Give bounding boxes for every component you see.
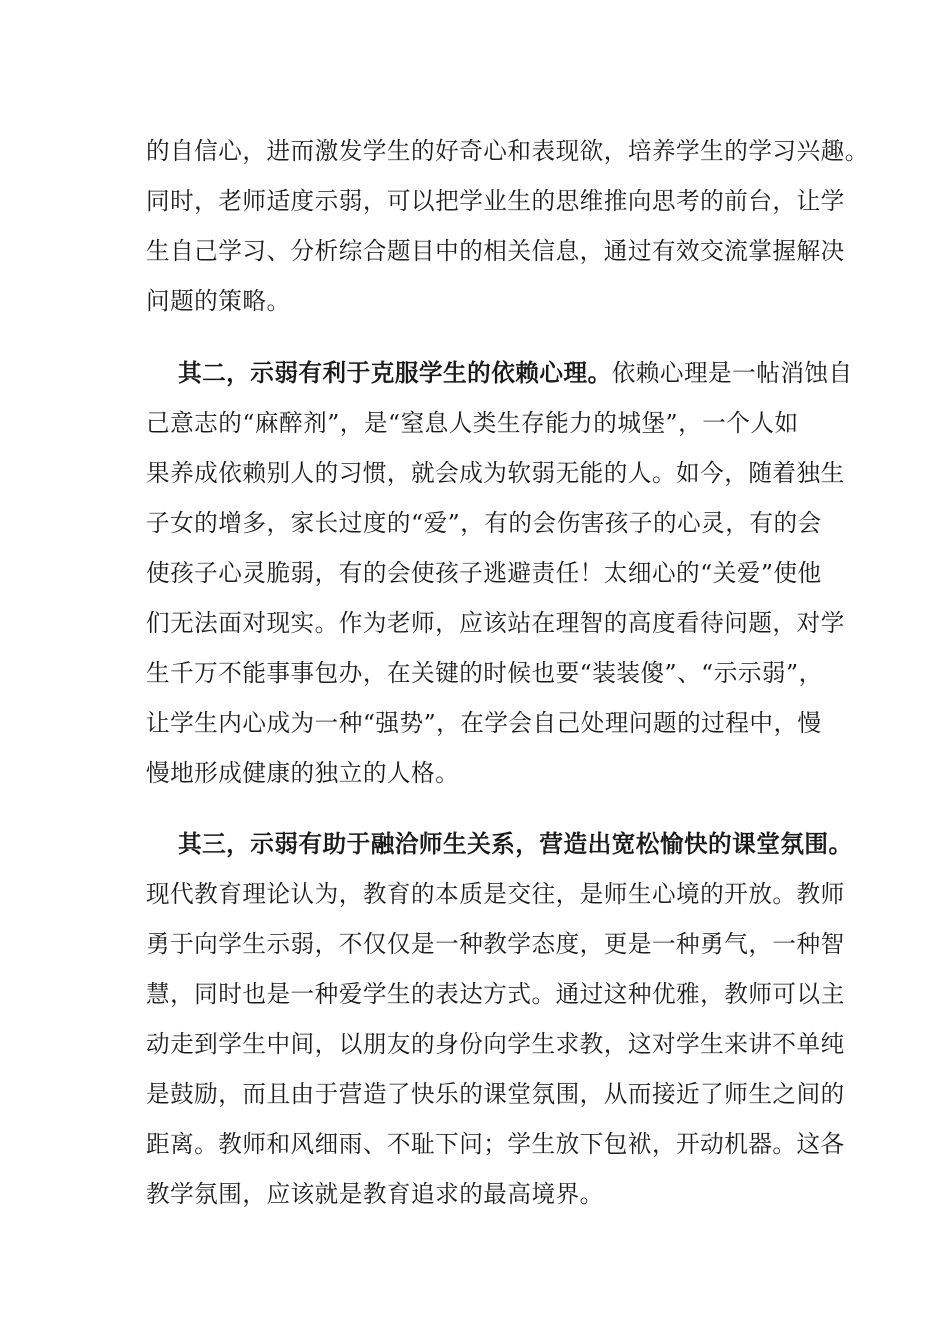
- paragraph-2-first-line-text: 依赖心理是一帖消蚀自: [611, 359, 853, 387]
- paragraph-3-line-3: 慧，同时也是一种爱学生的表达方式。通过这种优雅，教师可以主: [146, 980, 845, 1008]
- paragraph-1-line-3: 生自己学习、分析综合题目中的相关信息，通过有效交流掌握解决: [146, 237, 845, 265]
- paragraph-3-line-2: 勇于向学生示弱，不仅仅是一种教学态度，更是一种勇气，一种智: [146, 930, 845, 958]
- paragraph-2-line-1: [178, 355, 853, 391]
- paragraph-2-line-5: 使孩子心灵脆弱，有的会使孩子逃避责任！太细心的“关爱”使他: [146, 559, 822, 587]
- paragraph-3-line-5: 是鼓励，而且由于营造了快乐的课堂氛围，从而接近了师生之间的: [146, 1080, 845, 1108]
- paragraph-2-line-8: 让学生内心成为一种“强势”，在学会自己处理问题的过程中，慢: [146, 709, 822, 737]
- paragraph-3-line-4: 动走到学生中间，以朋友的身份向学生求教，这对学生来讲不单纯: [146, 1030, 845, 1058]
- paragraph-1-line-2: 同时，老师适度示弱，可以把学业生的思维推向思考的前台，让学: [146, 187, 845, 215]
- paragraph-1-line-4: 问题的策略。: [146, 287, 291, 315]
- paragraph-3-heading: 其三，示弱有助于融洽师生关系，营造出宽松愉快的课堂氛围。: [178, 830, 853, 858]
- paragraph-1-line-1: 的自信心，进而激发学生的好奇心和表现欲，培养学生的学习兴趣。: [146, 137, 869, 165]
- paragraph-2-line-7: 生千万不能事事包办，在关键的时候也要“装装傻”、“示示弱”，: [146, 659, 823, 687]
- paragraph-3-line-1: 现代教育理论认为，教育的本质是交往，是师生心境的开放。教师: [146, 880, 845, 908]
- paragraph-3-line-6: 距离。教师和风细雨、不耻下问；学生放下包袱，开动机器。这各: [146, 1130, 845, 1158]
- paragraph-3-line-7: 教学氛围，应该就是教育追求的最高境界。: [146, 1180, 604, 1208]
- paragraph-2-line-3: 果养成依赖别人的习惯，就会成为软弱无能的人。如今，随着独生: [146, 459, 845, 487]
- paragraph-2-line-2: 己意志的“麻醉剂”，是“窒息人类生存能力的城堡”，一个人如: [146, 409, 799, 437]
- paragraph-2-heading: 其二，示弱有利于克服学生的依赖心理。: [178, 359, 612, 387]
- paragraph-2-line-4: 子女的增多，家长过度的“爱”，有的会伤害孩子的心灵，有的会: [146, 509, 822, 537]
- paragraph-2-line-9: 慢地形成健康的独立的人格。: [146, 759, 460, 787]
- paragraph-2-line-6: 们无法面对现实。作为老师，应该站在理智的高度看待问题，对学: [146, 609, 845, 637]
